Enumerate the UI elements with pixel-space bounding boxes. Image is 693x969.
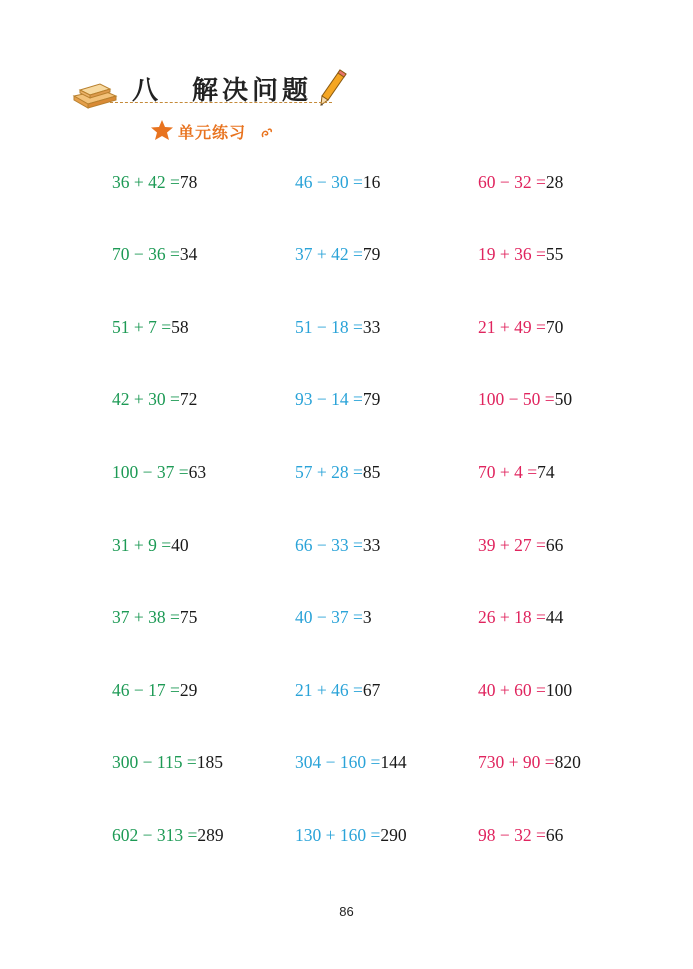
equation-answer: 290 [380, 825, 407, 845]
equation-question: 100 − 50 = [478, 389, 555, 409]
equation [478, 389, 572, 410]
equation [112, 535, 189, 556]
exercise-row [0, 389, 693, 417]
equation-question: 730 + 90 = [478, 752, 555, 772]
equation-answer: 85 [362, 462, 381, 482]
equation-answer: 63 [188, 462, 207, 482]
equation-answer: 34 [179, 244, 198, 264]
equation-answer: 100 [545, 680, 573, 700]
equation-question: 40 + 60 = [478, 680, 546, 700]
equation-answer: 50 [554, 389, 573, 409]
equation-question: 37 + 42 = [295, 244, 363, 264]
page-number: 86 [339, 904, 354, 919]
equation [112, 825, 224, 846]
equation [478, 535, 563, 556]
equation-answer: 40 [171, 535, 189, 555]
equation-answer: 78 [179, 172, 198, 192]
equation-question: 602 − 313 = [112, 825, 198, 845]
equation [295, 825, 407, 846]
equation-answer: 28 [545, 172, 564, 192]
exercise-row [0, 535, 693, 563]
equation [112, 317, 189, 338]
equation [112, 172, 197, 193]
equation-question: 60 − 32 = [478, 172, 546, 192]
exercise-row [0, 680, 693, 708]
equation-answer: 16 [362, 172, 381, 192]
equation-answer: 72 [179, 389, 198, 409]
section-title: 单元练习 [178, 123, 247, 142]
equation-question: 100 − 37 = [112, 462, 189, 482]
equation-question: 304 − 160 = [295, 752, 381, 772]
equation-question: 93 − 14 = [295, 389, 363, 409]
equation-answer: 66 [545, 825, 564, 845]
equation-answer: 55 [545, 244, 564, 264]
equation-answer: 144 [380, 752, 407, 772]
equation-question: 46 − 30 = [295, 172, 363, 192]
exercise-row [0, 317, 693, 345]
equation [295, 244, 380, 265]
equation-answer: 75 [179, 607, 198, 627]
equation-answer: 58 [171, 317, 189, 337]
equation-question: 37 + 38 = [112, 607, 180, 627]
equation-question: 51 + 7 = [112, 317, 172, 337]
equation-answer: 289 [197, 825, 224, 845]
equation-question: 51 − 18 = [295, 317, 363, 337]
equation [295, 389, 380, 410]
exercise-row [0, 172, 693, 200]
equation-question: 39 + 27 = [478, 535, 546, 555]
equation [295, 535, 380, 556]
equation-answer: 44 [545, 607, 564, 627]
equation [295, 752, 407, 773]
equation [295, 172, 380, 193]
equation [112, 752, 223, 773]
exercise-row [0, 752, 693, 780]
equation [112, 389, 197, 410]
equation [112, 680, 197, 701]
equation-answer: 33 [362, 535, 381, 555]
equation-answer: 74 [537, 462, 555, 482]
equation [478, 680, 572, 701]
equation [295, 607, 372, 628]
equation-question: 66 − 33 = [295, 535, 363, 555]
equation [295, 462, 380, 483]
exercise-row [0, 462, 693, 490]
exercise-row [0, 244, 693, 272]
equation [478, 172, 563, 193]
equation-question: 57 + 28 = [295, 462, 363, 482]
equation-question: 42 + 30 = [112, 389, 180, 409]
chapter-title: 解决问题 [192, 76, 313, 106]
equation [478, 462, 555, 483]
equation [112, 462, 206, 483]
equation [295, 680, 380, 701]
equation-question: 40 − 37 = [295, 607, 363, 627]
equation [112, 607, 197, 628]
equation-answer: 79 [362, 244, 381, 264]
equation-answer: 33 [362, 317, 381, 337]
equation-answer: 185 [196, 752, 223, 772]
equation-answer: 3 [362, 607, 372, 627]
equation-question: 300 − 115 = [112, 752, 197, 772]
chapter-number: 八 [132, 76, 161, 106]
exercise-row [0, 825, 693, 853]
equation [478, 317, 563, 338]
equation-answer: 66 [545, 535, 564, 555]
equation [295, 317, 380, 338]
exercise-row [0, 607, 693, 635]
equation-question: 70 + 4 = [478, 462, 538, 482]
equation-question: 98 − 32 = [478, 825, 546, 845]
equation-question: 26 + 18 = [478, 607, 546, 627]
equation-question: 21 + 49 = [478, 317, 546, 337]
equation-question: 31 + 9 = [112, 535, 172, 555]
equation-question: 21 + 46 = [295, 680, 363, 700]
equation [112, 244, 197, 265]
equation-question: 19 + 36 = [478, 244, 546, 264]
equation-answer: 67 [362, 680, 381, 700]
equation [478, 752, 581, 773]
equation-question: 36 + 42 = [112, 172, 180, 192]
equation [478, 825, 563, 846]
equation [478, 244, 563, 265]
equation-question: 130 + 160 = [295, 825, 381, 845]
equation [478, 607, 563, 628]
equation-question: 46 − 17 = [112, 680, 180, 700]
equation-answer: 70 [545, 317, 564, 337]
equation-answer: 79 [362, 389, 381, 409]
equation-answer: 29 [179, 680, 198, 700]
equation-answer: 820 [554, 752, 581, 772]
equation-question: 70 − 36 = [112, 244, 180, 264]
